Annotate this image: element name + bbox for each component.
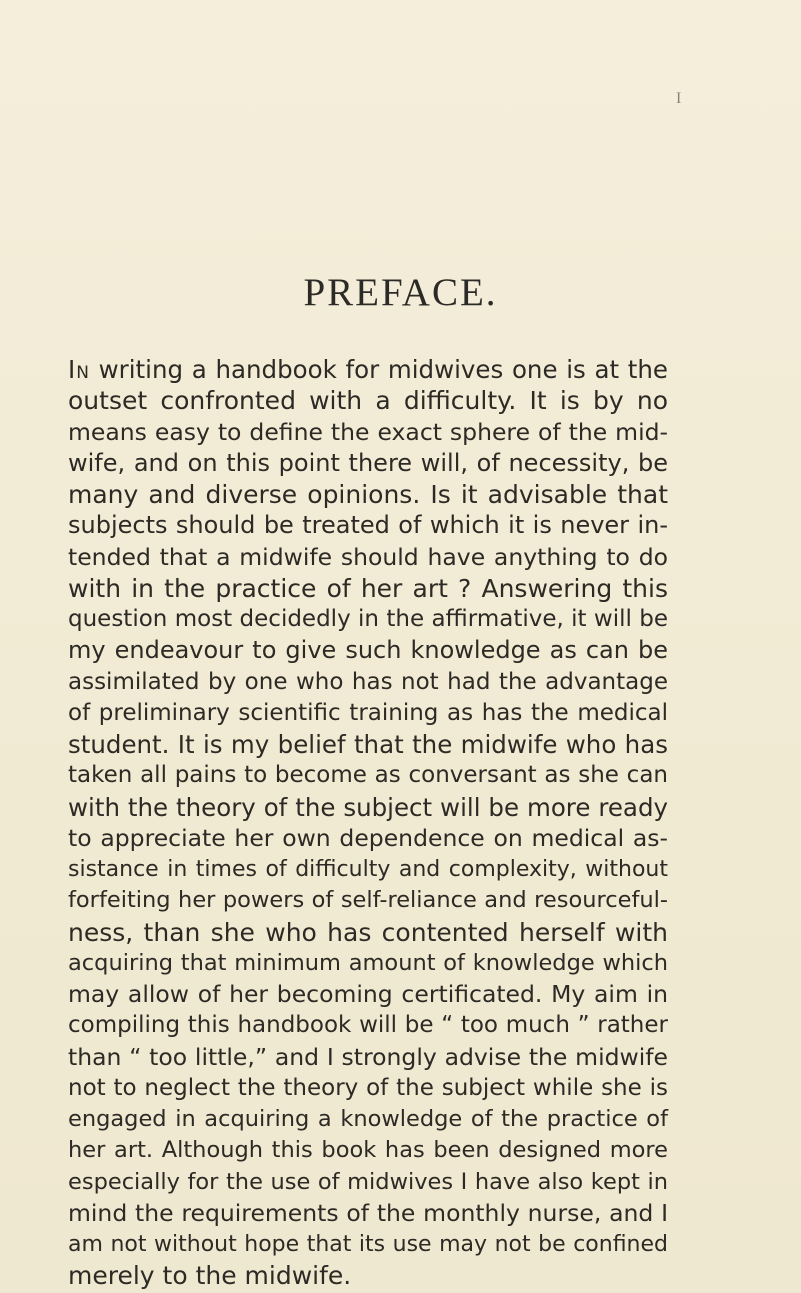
preface-paragraph — [68, 354, 668, 1292]
page-mark: I — [676, 90, 682, 107]
paragraph-line: with the theory of the subject will be more ready — [68, 792, 668, 822]
paragraph-line: than “ too little,” and I strongly advise the midwife — [68, 1042, 668, 1071]
paragraph-line: subjects should be treated of which it is never in- — [68, 511, 668, 540]
paragraph-line: assimilated by one who has not had the advantage — [68, 668, 668, 695]
paragraph-line: may allow of her becoming certificated. My aim in — [68, 980, 668, 1008]
paragraph-line: means easy to define the exact sphere of the mid- — [68, 417, 668, 446]
page-title: PREFACE. — [303, 271, 498, 314]
paragraph-line: not to neglect the theory of the subject while she is — [68, 1074, 668, 1101]
paragraph-line: sistance in times of difficulty and complexity, without — [68, 857, 668, 882]
paragraph-line: In writing a handbook for midwives one is at the — [68, 355, 668, 384]
paragraph-line: tended that a midwife should have anything to do — [68, 542, 668, 571]
paragraph-line: to appreciate her own dependence on medical as- — [68, 823, 668, 852]
paragraph-line: of preliminary scientific training as has the medical — [68, 699, 668, 726]
paragraph-line: mind the requirements of the monthly nurse, and I — [68, 1198, 668, 1227]
paragraph-line: my endeavour to give such knowledge as can be — [68, 636, 668, 665]
paragraph-line: many and diverse opinions. Is it advisable that — [68, 480, 668, 509]
paragraph-line: question most decidedly in the affirmative, it will be — [68, 606, 668, 632]
paragraph-line: outset confronted with a difficulty. It is by no — [68, 386, 668, 416]
paragraph-line: acquiring that minimum amount of knowledge which — [68, 949, 668, 976]
paragraph-line: student. It is my belief that the midwife who has — [68, 730, 668, 759]
paragraph-line: forfeiting her powers of self-reliance and resourceful- — [68, 887, 668, 914]
paragraph-line: ness, than she who has contented herself with — [68, 917, 668, 947]
paragraph-line: her art. Although this book has been designed more — [68, 1137, 668, 1164]
paragraph-line: wife, and on this point there will, of necessity, be — [68, 448, 668, 477]
lead-word: In — [68, 355, 90, 384]
paragraph-line: compiling this handbook will be “ too much ” rather — [68, 1012, 668, 1039]
paragraph-line: with in the practice of her art ? Answering this — [68, 573, 668, 603]
paragraph-line: am not without hope that its use may not be confined — [68, 1232, 668, 1257]
paragraph-line: merely to the midwife. — [68, 1261, 352, 1291]
paragraph-line: especially for the use of midwives I have also kept in — [68, 1168, 668, 1195]
paragraph-line: engaged in acquiring a knowledge of the practice of — [68, 1106, 668, 1132]
paragraph-line: taken all pains to become as conversant as she can — [68, 762, 668, 789]
